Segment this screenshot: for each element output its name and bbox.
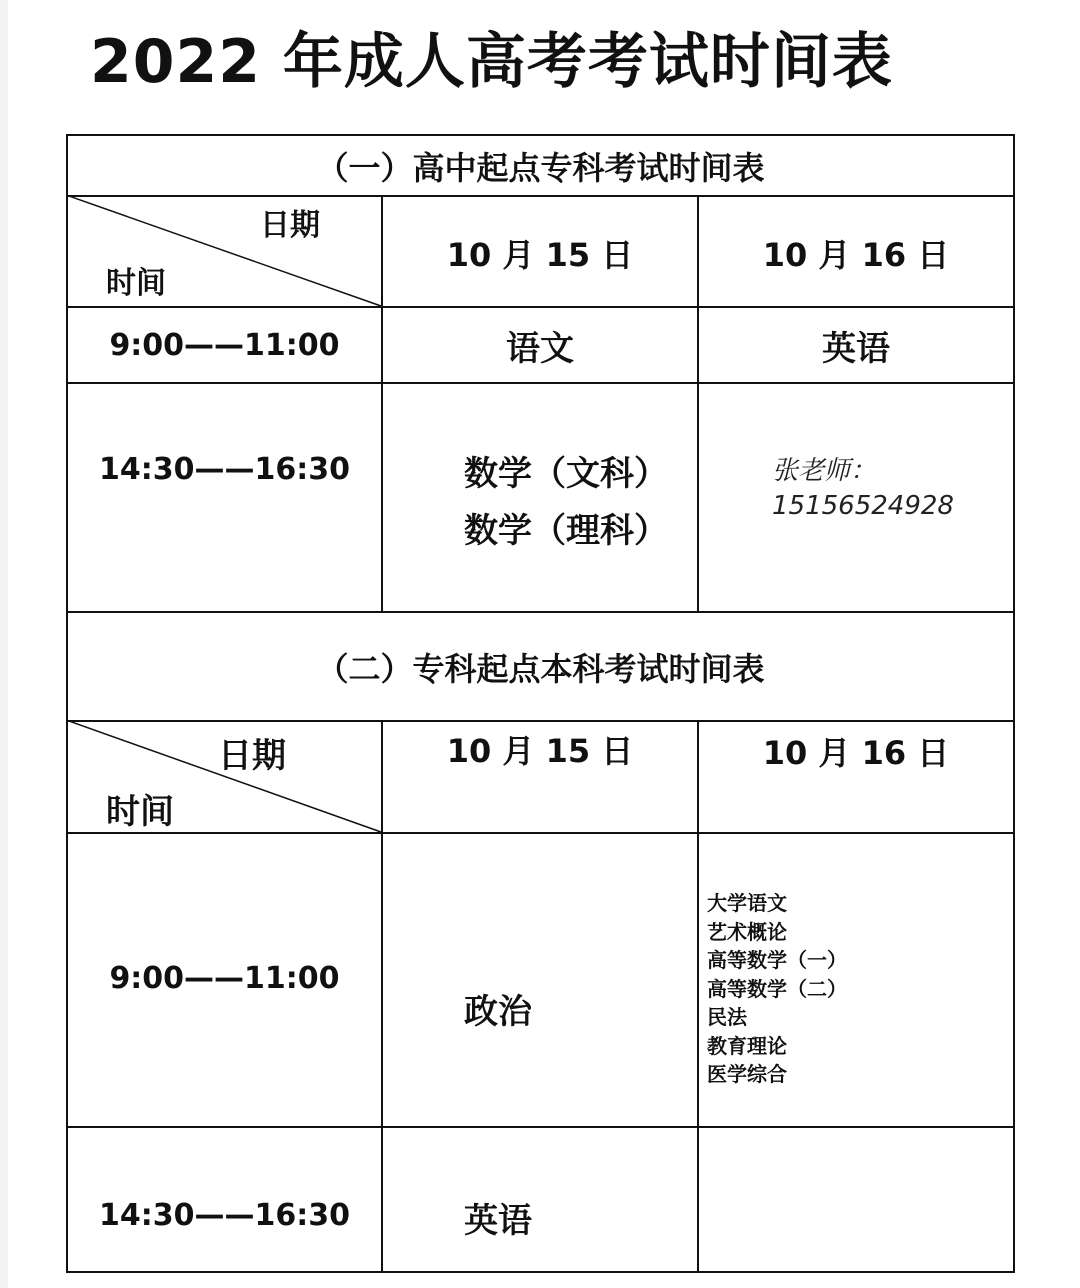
- page-title: 2022 年成人高考考试时间表: [90, 27, 893, 97]
- page-edge: [0, 0, 8, 1288]
- list-item: 艺术概论: [707, 919, 787, 944]
- table-border-right: [1013, 134, 1015, 1273]
- header-date-label: 日期: [218, 736, 286, 776]
- header-date-label: 日期: [260, 208, 320, 243]
- subject: 英语: [822, 328, 890, 369]
- time-slot: 9:00——11:00: [109, 960, 340, 996]
- section-heading: （一）高中起点专科考试时间表: [316, 148, 765, 187]
- subject-list: [707, 889, 847, 1089]
- subject: 数学（文科）: [464, 454, 668, 494]
- column-divider: [697, 720, 699, 1273]
- contact-note-phone: 15156524928: [772, 491, 954, 521]
- list-item: 高等数学（一）: [707, 948, 847, 972]
- header-time-label: 时间: [106, 266, 166, 301]
- subject: 数学（理科）: [464, 511, 668, 551]
- list-item: 教育理论: [707, 1033, 787, 1058]
- list-item: 大学语文: [707, 891, 787, 915]
- row-divider: [66, 1126, 1015, 1128]
- time-slot: 14:30——16:30: [99, 451, 350, 487]
- time-slot: 14:30——16:30: [99, 1197, 350, 1233]
- subject: 英语: [464, 1201, 532, 1241]
- list-item: 高等数学（二）: [707, 976, 847, 1001]
- section-heading: （二）专科起点本科考试时间表: [316, 649, 765, 688]
- subject: 政治: [464, 992, 532, 1032]
- header-day2: 10 月 16 日: [762, 236, 950, 274]
- subject: 语文: [506, 328, 574, 369]
- header-day1: 10 月 15 日: [446, 732, 634, 770]
- time-slot: 9:00——11:00: [109, 327, 340, 363]
- list-item: 医学综合: [707, 1062, 787, 1086]
- header-day1: 10 月 15 日: [446, 236, 634, 274]
- list-item: 民法: [707, 1005, 747, 1029]
- header-day2: 10 月 16 日: [762, 734, 950, 772]
- table-border-bottom: [66, 1271, 1015, 1273]
- contact-note-name: 张老师：: [772, 456, 877, 486]
- header-time-label: 时间: [106, 792, 174, 832]
